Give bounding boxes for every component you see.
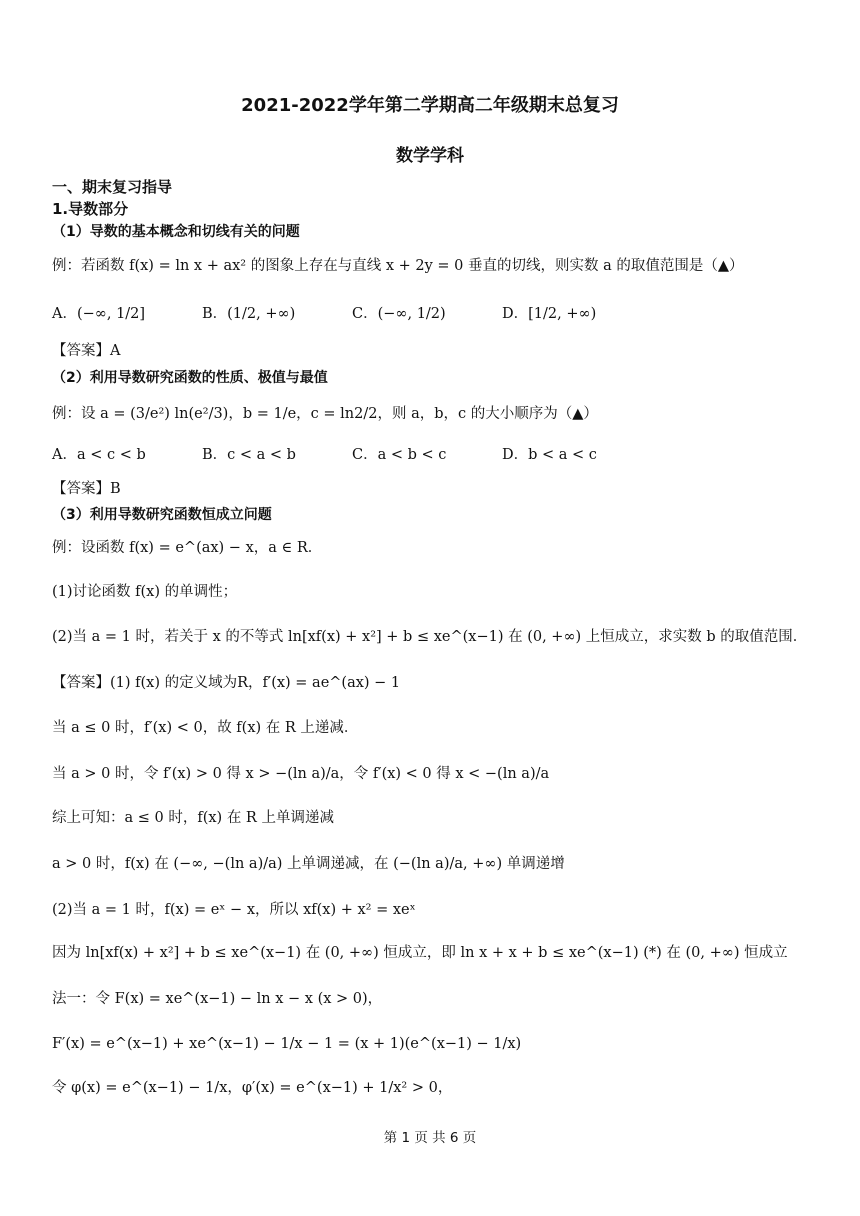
q1-answer: 【答案】A bbox=[52, 343, 121, 359]
q3-solution-line-8: 法一：令 F(x) = xe^(x−1) − ln x − x (x > 0)， bbox=[52, 991, 383, 1007]
q3-stem: 例：设函数 f(x) = e^(ax) − x，a ∈ R． bbox=[52, 540, 323, 556]
q1-option-a: A．(−∞, 1/2] bbox=[52, 306, 146, 322]
q3-solution-line-5: a > 0 时，f(x) 在 (−∞, −(ln a)/a) 上单调递减，在 (−(ln a)/a, +∞) 单调递增 bbox=[52, 856, 565, 872]
q2-option-a: A．a < c < b bbox=[52, 447, 146, 463]
q1-option-d: D．[1/2, +∞) bbox=[502, 306, 597, 322]
q2-option-b: B．c < a < b bbox=[202, 447, 296, 463]
q3-solution-line-2: 当 a ≤ 0 时，f′(x) < 0，故 f(x) 在 R 上递减． bbox=[52, 720, 359, 736]
q3-solution-line-9: F′(x) = e^(x−1) + xe^(x−1) − 1/x − 1 = (x + 1)(e^(x−1) − 1/x) bbox=[52, 1036, 522, 1052]
q3-solution-line-10: 令 φ(x) = e^(x−1) − 1/x，φ′(x) = e^(x−1) + 1/x² > 0， bbox=[52, 1080, 453, 1096]
q2-option-c: C．a < b < c bbox=[352, 447, 447, 463]
q2-stem: 例：设 a = (3/e²) ln(e²/3)，b = 1/e，c = ln2/2，则 a，b，c 的大小顺序为（▲） bbox=[52, 406, 598, 422]
part-heading: 1.导数部分 bbox=[52, 200, 129, 218]
q1-option-b: B．(1/2, +∞) bbox=[202, 306, 296, 322]
q1-option-c: C．(−∞, 1/2) bbox=[352, 306, 446, 322]
q3-solution-line-4: 综上可知：a ≤ 0 时，f(x) 在 R 上单调递减 bbox=[52, 810, 334, 826]
q3-part2: (2)当 a = 1 时，若关于 x 的不等式 ln[xf(x) + x²] + b ≤ xe^(x−1) 在 (0, +∞) 上恒成立，求实数 b 的取值范围． bbox=[52, 629, 808, 645]
q3-heading: （3）利用导数研究函数恒成立问题 bbox=[52, 507, 272, 523]
section-heading: 一、期末复习指导 bbox=[52, 178, 173, 196]
q2-heading: （2）利用导数研究函数的性质、极值与最值 bbox=[52, 370, 328, 386]
q1-stem: 例：若函数 f(x) = ln x + ax² 的图象上存在与直线 x + 2y = 0 垂直的切线，则实数 a 的取值范围是（▲） bbox=[52, 258, 744, 274]
q2-answer: 【答案】B bbox=[52, 481, 121, 497]
page-footer: 第 1 页 共 6 页 bbox=[383, 1130, 477, 1146]
q3-solution-line-6: (2)当 a = 1 时，f(x) = eˣ − x，所以 xf(x) + x² = xeˣ bbox=[52, 902, 416, 918]
q3-solution-line-1: 【答案】(1) f(x) 的定义域为R，f′(x) = ae^(ax) − 1 bbox=[52, 675, 401, 691]
q2-option-d: D．b < a < c bbox=[502, 447, 597, 463]
q1-heading: （1）导数的基本概念和切线有关的问题 bbox=[52, 224, 300, 240]
q3-part1: (1)讨论函数 f(x) 的单调性； bbox=[52, 584, 238, 600]
q3-solution-line-7: 因为 ln[xf(x) + x²] + b ≤ xe^(x−1) 在 (0, +∞) 恒成立，即 ln x + x + b ≤ xe^(x−1) (*) 在 (0, +∞) 恒成立 bbox=[52, 945, 788, 961]
q3-solution-line-3: 当 a > 0 时，令 f′(x) > 0 得 x > −(ln a)/a，令 f′(x) < 0 得 x < −(ln a)/a bbox=[52, 766, 550, 782]
document-subtitle: 数学学科 bbox=[396, 146, 464, 166]
document-title: 2021-2022学年第二学期高二年级期末总复习 bbox=[241, 95, 619, 116]
